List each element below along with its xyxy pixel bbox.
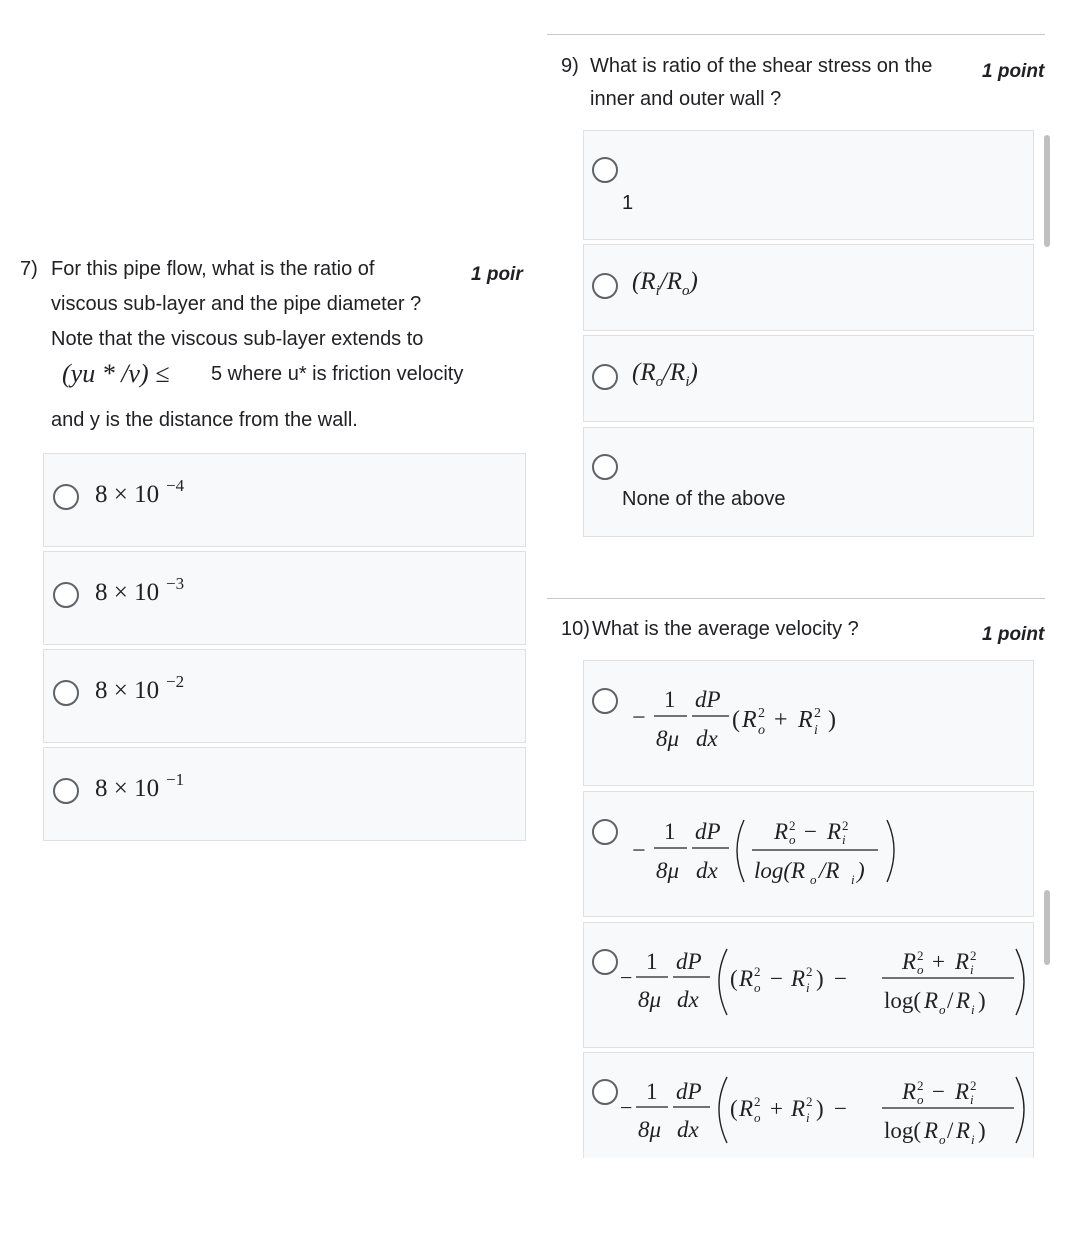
q10-option-c-formula bbox=[584, 923, 1035, 1049]
svg-text:): ) bbox=[828, 707, 836, 733]
svg-text:dP: dP bbox=[676, 1079, 702, 1104]
svg-text:2: 2 bbox=[970, 1078, 977, 1093]
svg-text:i: i bbox=[971, 1132, 975, 1147]
svg-text:−: − bbox=[620, 1095, 633, 1120]
svg-text:8μ: 8μ bbox=[638, 1117, 662, 1142]
q10-option-b-formula bbox=[584, 792, 1035, 918]
question-10-divider bbox=[547, 598, 1045, 599]
svg-text:−: − bbox=[770, 966, 783, 991]
svg-text:8μ: 8μ bbox=[656, 858, 680, 883]
svg-text:+: + bbox=[770, 1096, 783, 1121]
q10-option-a[interactable] bbox=[583, 660, 1034, 786]
svg-text:2: 2 bbox=[789, 818, 796, 833]
question-9-points: 1 point bbox=[982, 61, 1045, 82]
svg-text:dx: dx bbox=[696, 858, 718, 883]
question-9-text-line1: What is ratio of the shear stress on the bbox=[590, 55, 933, 77]
svg-text:2: 2 bbox=[758, 706, 765, 721]
svg-text:2: 2 bbox=[754, 964, 761, 979]
svg-text:/: / bbox=[947, 1118, 954, 1143]
svg-text:o: o bbox=[754, 1110, 761, 1125]
svg-text:2: 2 bbox=[917, 1078, 924, 1093]
svg-text:): ) bbox=[978, 988, 986, 1013]
question-10-text: What is the average velocity ? bbox=[592, 618, 859, 640]
question-7-condition-text: 5 where u* is friction velocity bbox=[211, 363, 464, 385]
svg-text:/R: /R bbox=[819, 858, 840, 883]
question-9-text-line2: inner and outer wall ? bbox=[590, 88, 782, 110]
svg-text:/: / bbox=[947, 988, 954, 1013]
svg-text:R: R bbox=[739, 1096, 754, 1121]
svg-text:R: R bbox=[902, 949, 917, 974]
q7-option-b-exp: −3 bbox=[166, 574, 185, 593]
svg-text:i: i bbox=[842, 832, 846, 847]
svg-text:R: R bbox=[955, 949, 970, 974]
q9-option-d-radio[interactable] bbox=[592, 454, 618, 480]
svg-text:o: o bbox=[758, 723, 765, 738]
scrollbar-lower[interactable] bbox=[1044, 890, 1050, 965]
q10-option-b[interactable] bbox=[583, 791, 1034, 917]
svg-text:o: o bbox=[754, 980, 761, 995]
question-7-number: 7) bbox=[20, 258, 38, 280]
q7-option-a[interactable] bbox=[43, 453, 526, 547]
svg-text:i: i bbox=[851, 872, 855, 887]
svg-text:−: − bbox=[804, 819, 817, 844]
question-7-text-line2: viscous sub-layer and the pipe diameter ? bbox=[51, 293, 422, 315]
svg-text:1: 1 bbox=[664, 687, 676, 712]
svg-text:log(: log( bbox=[884, 1118, 922, 1143]
svg-text:dx: dx bbox=[696, 726, 718, 751]
svg-text:2: 2 bbox=[917, 948, 924, 963]
q9-option-b-radio[interactable] bbox=[592, 273, 618, 299]
svg-text:o: o bbox=[789, 832, 796, 847]
q9-option-a[interactable] bbox=[583, 130, 1034, 240]
svg-text:2: 2 bbox=[806, 1094, 813, 1109]
q7-option-b-base: 8 × 10 bbox=[95, 579, 160, 606]
svg-text:2: 2 bbox=[814, 706, 821, 721]
q9-option-a-label: 1 bbox=[622, 192, 634, 214]
svg-text:R: R bbox=[956, 1118, 971, 1143]
svg-text:R: R bbox=[791, 966, 806, 991]
q7-option-d[interactable] bbox=[43, 747, 526, 841]
svg-text:−: − bbox=[932, 1079, 945, 1104]
q9-option-b[interactable] bbox=[583, 244, 1034, 331]
q9-option-b-math: $(R_i/R_o)$ bbox=[632, 268, 698, 299]
svg-text:(: ( bbox=[730, 1096, 738, 1121]
q9-option-c-radio[interactable] bbox=[592, 364, 618, 390]
svg-text:log(: log( bbox=[884, 988, 922, 1013]
q10-option-d-formula bbox=[584, 1053, 1035, 1159]
svg-text:R: R bbox=[739, 966, 754, 991]
svg-text:R: R bbox=[956, 988, 971, 1013]
svg-text:+: + bbox=[932, 949, 945, 974]
svg-text:R: R bbox=[798, 707, 813, 733]
svg-text:R: R bbox=[742, 707, 757, 733]
svg-text:−: − bbox=[632, 838, 646, 864]
q7-option-c[interactable] bbox=[43, 649, 526, 743]
svg-text:R: R bbox=[924, 1118, 939, 1143]
svg-text:−: − bbox=[632, 705, 646, 731]
q7-option-a-base: 8 × 10 bbox=[95, 481, 160, 508]
question-9-number: 9) bbox=[561, 55, 579, 77]
question-10-number: 10) bbox=[561, 618, 590, 640]
svg-text:R: R bbox=[902, 1079, 917, 1104]
svg-text:dP: dP bbox=[695, 687, 721, 712]
svg-text:o: o bbox=[917, 1092, 924, 1107]
svg-text:2: 2 bbox=[970, 948, 977, 963]
svg-text:1: 1 bbox=[646, 949, 658, 974]
svg-text:R: R bbox=[774, 819, 789, 844]
svg-text:1: 1 bbox=[664, 819, 676, 844]
svg-text:2: 2 bbox=[754, 1094, 761, 1109]
q9-option-d-label: None of the above bbox=[622, 488, 786, 510]
svg-text:2: 2 bbox=[842, 818, 849, 833]
q10-option-a-formula bbox=[584, 661, 1035, 787]
question-7-text-line5: and y is the distance from the wall. bbox=[51, 409, 358, 431]
q7-option-d-base: 8 × 10 bbox=[95, 775, 160, 802]
svg-text:8μ: 8μ bbox=[656, 726, 680, 751]
svg-text:(: ( bbox=[732, 707, 740, 733]
svg-text:−: − bbox=[834, 1096, 847, 1121]
q7-option-c-base: 8 × 10 bbox=[95, 677, 160, 704]
svg-text:2: 2 bbox=[806, 964, 813, 979]
svg-text:+: + bbox=[774, 707, 788, 733]
svg-text:o: o bbox=[939, 1002, 946, 1017]
svg-text:dx: dx bbox=[677, 987, 699, 1012]
q10-option-c[interactable] bbox=[583, 922, 1034, 1048]
svg-text:): ) bbox=[857, 858, 865, 883]
svg-text:−: − bbox=[620, 965, 633, 990]
q7-option-d-exp: −1 bbox=[166, 770, 185, 789]
svg-text:dx: dx bbox=[677, 1117, 699, 1142]
svg-text:): ) bbox=[816, 966, 824, 991]
svg-text:−: − bbox=[834, 966, 847, 991]
q7-option-a-exp: −4 bbox=[166, 476, 185, 495]
svg-text:dP: dP bbox=[676, 949, 702, 974]
svg-text:i: i bbox=[814, 723, 818, 738]
svg-text:i: i bbox=[970, 1092, 974, 1107]
svg-text:i: i bbox=[970, 962, 974, 977]
svg-text:R: R bbox=[924, 988, 939, 1013]
question-7-condition-math: (yu * /ν) ≤ bbox=[62, 359, 170, 388]
svg-text:o: o bbox=[810, 872, 817, 887]
q10-option-d[interactable] bbox=[583, 1052, 1034, 1158]
question-7-points: 1 poir bbox=[471, 264, 523, 285]
q9-option-c[interactable] bbox=[583, 335, 1034, 422]
svg-text:o: o bbox=[939, 1132, 946, 1147]
q7-option-b-radio[interactable] bbox=[53, 582, 79, 608]
q9-option-a-radio[interactable] bbox=[592, 157, 618, 183]
q7-option-a-radio[interactable] bbox=[53, 484, 79, 510]
q7-option-c-exp: −2 bbox=[166, 672, 185, 691]
svg-text:o: o bbox=[917, 962, 924, 977]
svg-text:(: ( bbox=[730, 966, 738, 991]
svg-text:): ) bbox=[978, 1118, 986, 1143]
question-9-divider bbox=[547, 34, 1045, 35]
svg-text:dP: dP bbox=[695, 819, 721, 844]
svg-text:R: R bbox=[827, 819, 842, 844]
question-7-text-line3: Note that the viscous sub-layer extends to bbox=[51, 328, 424, 350]
svg-text:R: R bbox=[955, 1079, 970, 1104]
svg-text:R: R bbox=[791, 1096, 806, 1121]
svg-text:i: i bbox=[971, 1002, 975, 1017]
svg-text:): ) bbox=[816, 1096, 824, 1121]
svg-text:log(R: log(R bbox=[754, 858, 806, 883]
svg-text:8μ: 8μ bbox=[638, 987, 662, 1012]
scrollbar-upper[interactable] bbox=[1044, 135, 1050, 247]
question-10-points: 1 point bbox=[982, 624, 1045, 645]
q7-option-b[interactable] bbox=[43, 551, 526, 645]
q9-option-d[interactable] bbox=[583, 427, 1034, 537]
svg-text:i: i bbox=[806, 980, 810, 995]
q7-option-c-radio[interactable] bbox=[53, 680, 79, 706]
q9-option-c-math: $(R_o/R_i)$ bbox=[632, 359, 698, 390]
question-7-text-line1: For this pipe flow, what is the ratio of bbox=[51, 258, 375, 280]
svg-text:1: 1 bbox=[646, 1079, 658, 1104]
q7-option-d-radio[interactable] bbox=[53, 778, 79, 804]
svg-text:i: i bbox=[806, 1110, 810, 1125]
